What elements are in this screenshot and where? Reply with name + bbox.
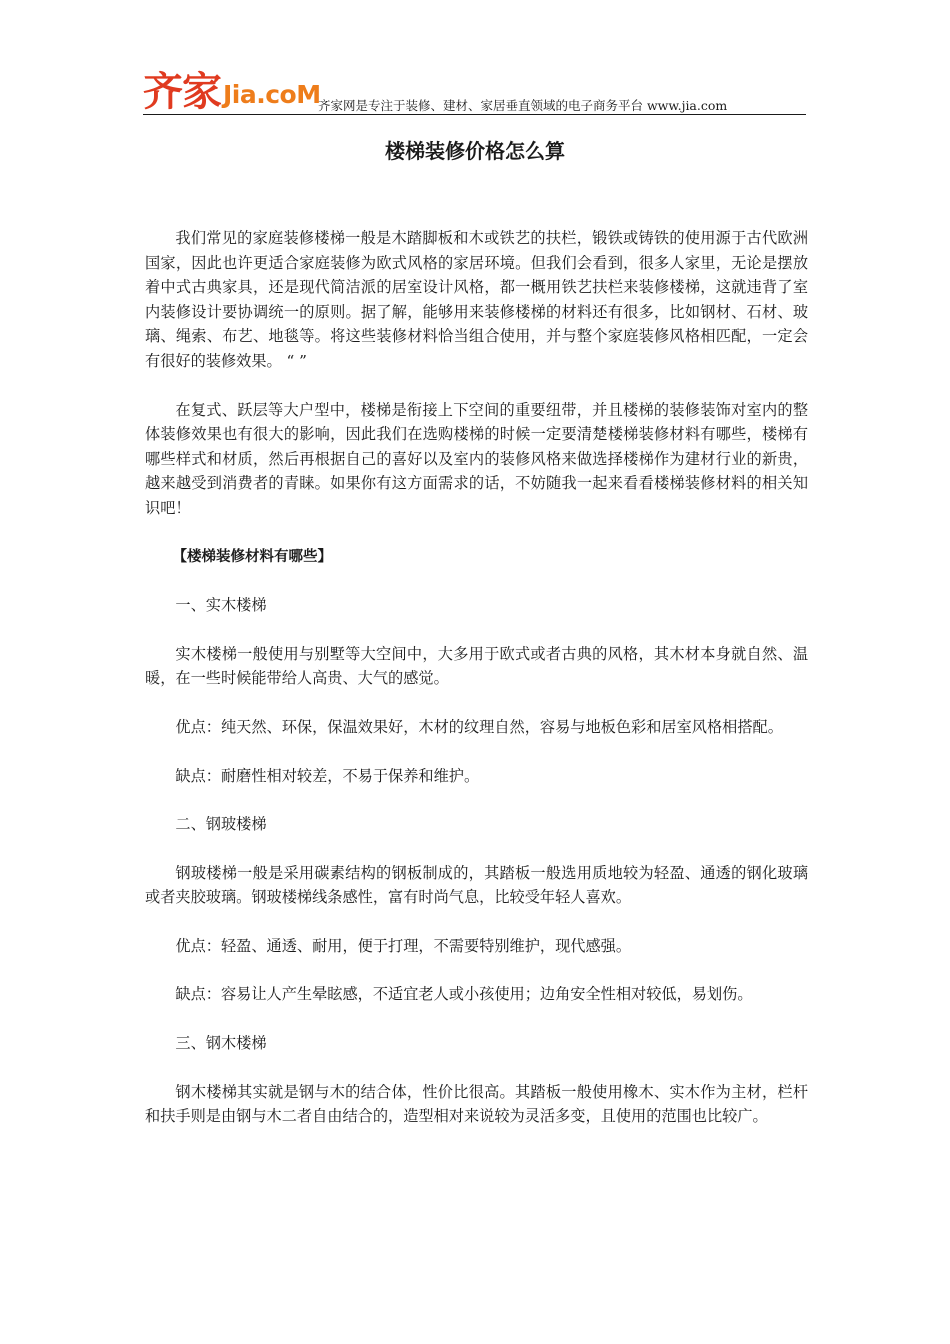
steel-glass-description: 钢玻楼梯一般是采用碳素结构的钢板制成的，其踏板一般选用质地较为轻盈、通透的钢化玻璃或者夹胶玻璃。钢玻楼梯线条感性，富有时尚气息，比较受年轻人喜欢。 xyxy=(145,863,808,907)
logo-english-text: Jia.coM xyxy=(223,80,321,109)
page-header xyxy=(143,62,806,118)
solid-wood-pros: 优点：纯天然、环保，保温效果好，木材的纹理自然，容易与地板色彩和居室风格相搭配。 xyxy=(175,717,783,736)
subsection-title-steel-wood: 三、钢木楼梯 xyxy=(175,1034,267,1053)
intro-paragraph: 我们常见的家庭装修楼梯一般是木踏脚板和木或铁艺的扶栏，锻铁或铸铁的使用源于古代欧洲国家，因此也许更适合家庭装修为欧式风格的家居环境。但我们会看到，很多人家里，无论是摆放着中式古典家具，还是现代简洁派的居室设计风格，都一概用铁艺扶栏来装修楼梯，这就违背了室内装修设计要协调统一的原则。据了解，能够用来装修楼梯的材料还有很多，比如钢材、石材、玻璃、绳索、布艺、地毯等。将这些装修材料恰当组合使用，并与整个家庭装修风格相匹配，一定会有很好的装修效果。 “ ” xyxy=(145,229,808,370)
header-tagline: 齐家网是专注于装修、建材、家居垂直领域的电子商务平台 www.jia.com xyxy=(318,98,728,113)
solid-wood-description: 实木楼梯一般使用与别墅等大空间中，大多用于欧式或者古典的风格，其木材本身就自然、温暖，在一些时候能带给人高贵、大气的感觉。 xyxy=(145,644,808,688)
subsection-title-solid-wood: 一、实木楼梯 xyxy=(175,596,267,615)
steel-glass-cons: 缺点：容易让人产生晕眩感，不适宜老人或小孩使用；边角安全性相对较低，易划伤。 xyxy=(175,985,753,1004)
steel-wood-description: 钢木楼梯其实就是钢与木的结合体，性价比很高。其踏板一般使用橡木、实木作为主材，栏杆和扶手则是由钢与木二者自由结合的，造型相对来说较为灵活多变，且使用的范围也比较广。 xyxy=(145,1082,808,1126)
intro-paragraph-2: 在复式、跃层等大户型中，楼梯是衔接上下空间的重要纽带，并且楼梯的装修装饰对室内的整体装修效果也有很大的影响，因此我们在选购楼梯的时候一定要清楚楼梯装修材料有哪些，楼梯有哪些样式和材质，然后再根据自己的喜好以及室内的装修风格来做选择楼梯作为建材行业的新贵，越来越受到消费者的青睐。如果你有这方面需求的话，不妨随我一起来看看楼梯装修材料的相关知识吧！ xyxy=(145,400,808,517)
logo-chinese-text: 齐家 xyxy=(143,69,221,115)
subsection-title-steel-glass: 二、钢玻楼梯 xyxy=(175,815,267,834)
jia-logo[interactable] xyxy=(143,62,321,114)
document-body xyxy=(145,226,808,1153)
solid-wood-cons: 缺点：耐磨性相对较差，不易于保养和维护。 xyxy=(175,766,480,785)
steel-glass-pros: 优点：轻盈、通透、耐用，便于打理，不需要特别维护，现代感强。 xyxy=(175,936,632,955)
header-divider xyxy=(143,114,806,115)
document-title: 楼梯装修价格怎么算 xyxy=(385,139,565,163)
section-heading: 【楼梯装修材料有哪些】 xyxy=(172,548,333,565)
